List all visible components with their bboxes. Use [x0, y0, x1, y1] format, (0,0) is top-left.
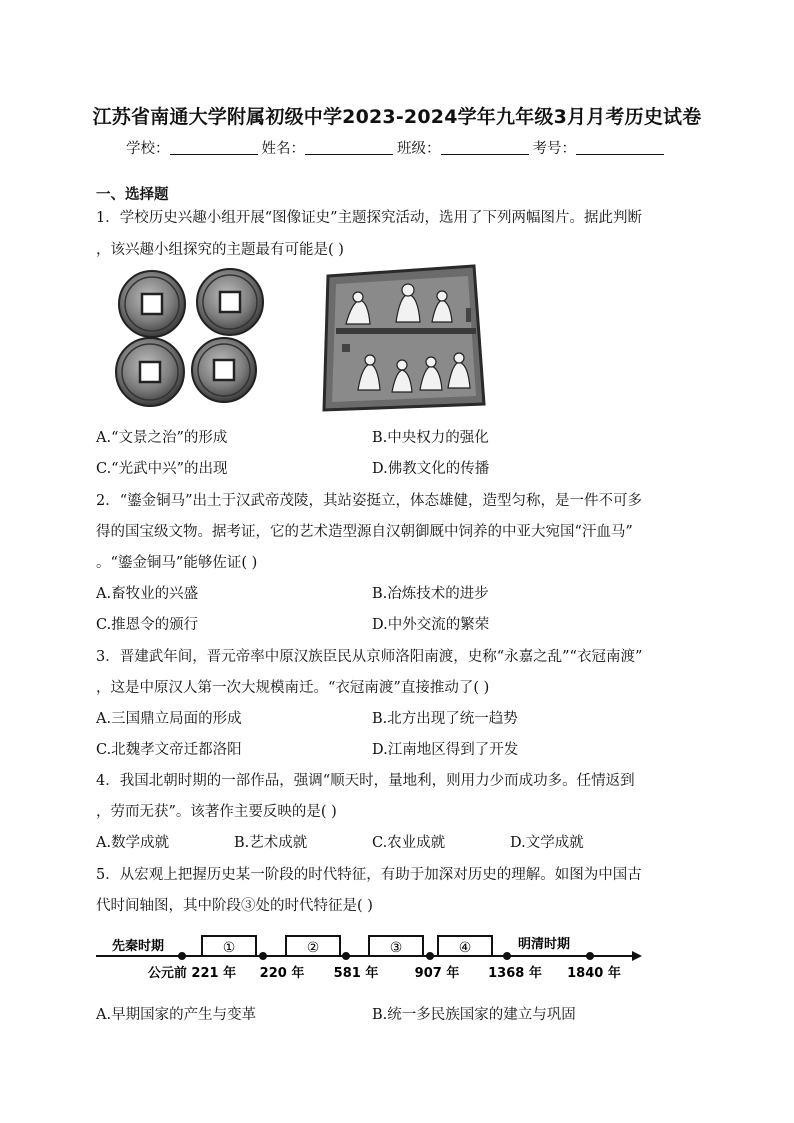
q2-option-c[interactable]: C.推恩令的颁行 [96, 617, 199, 633]
q3-line1: 3．晋建武年间，晋元帝率中原汉族臣民从京师洛阳南渡，史称“永嘉之乱”“衣冠南渡” [96, 649, 643, 665]
timeline-period-right: 明清时期 [518, 937, 571, 952]
q5-option-a[interactable]: A.早期国家的产生与变革 [96, 1007, 257, 1023]
q3-option-d[interactable]: D.江南地区得到了开发 [372, 742, 519, 758]
q3-option-a[interactable]: A.三国鼎立局面的形成 [96, 711, 242, 727]
name-blank[interactable] [305, 140, 393, 155]
timeline-box-3-label: ③ [389, 940, 403, 956]
timeline-date-2: 220 年 [259, 966, 305, 981]
wuzhu-coins-image [106, 264, 276, 414]
timeline-dot [178, 952, 186, 960]
q4-line2: ，劳而无获”。该著作主要反映的是( ) [96, 804, 337, 820]
timeline-arrow-icon [632, 951, 642, 961]
q3-line2: ，这是中原汉人第一次大规模南迁。“衣冠南渡”直接推动了( ) [96, 680, 490, 696]
q1-option-c[interactable]: C.“光武中兴”的出现 [96, 461, 228, 477]
school-blank[interactable] [170, 140, 258, 155]
timeline-dot [342, 952, 350, 960]
timeline-dot [586, 952, 594, 960]
school-label: 学校： [126, 141, 170, 157]
q2-line3: 。“鎏金铜马”能够佐证( ) [96, 555, 258, 571]
q5-line2: 代时间轴图，其中阶段③处的时代特征是( ) [96, 898, 373, 914]
q4-option-a[interactable]: A.数学成就 [96, 835, 170, 851]
q5-option-b[interactable]: B.统一多民族国家的建立与巩固 [372, 1007, 576, 1023]
timeline-date-4: 907 年 [414, 966, 460, 981]
q1-option-a[interactable]: A.“文景之治”的形成 [96, 430, 228, 446]
q2-line2: 得的国宝级文物。据考证，它的艺术造型源自汉朝御厩中饲养的中亚大宛国“汗血马” [96, 524, 633, 540]
q4-line1: 4．我国北朝时期的一部作品，强调“顺天时，量地利，则用力少而成功多。任情返到 [96, 773, 635, 789]
timeline-box-2-label: ② [306, 940, 320, 956]
coin-3 [116, 338, 184, 406]
q1-line2: ，该兴趣小组探究的主题最有可能是( ) [96, 242, 344, 258]
timeline-box-1-label: ① [222, 940, 236, 956]
q3-option-b[interactable]: B.北方出现了统一趋势 [372, 711, 518, 727]
q2-line1: 2．“鎏金铜马”出土于汉武帝茂陵，其站姿挺立，体态雄健，造型匀称，是一件不可多 [96, 493, 643, 509]
timeline-box-4-label: ④ [458, 940, 472, 956]
q4-option-c[interactable]: C.农业成就 [372, 835, 446, 851]
q2-option-d[interactable]: D.中外交流的繁荣 [372, 617, 490, 633]
coin-4 [192, 338, 256, 402]
q2-option-a[interactable]: A.畜牧业的兴盛 [96, 586, 199, 602]
q5-line1: 5．从宏观上把握历史某一阶段的时代特征，有助于加深对历史的理解。如图为中国古 [96, 867, 642, 883]
timeline-period-left: 先秦时期 [112, 939, 165, 954]
q1-option-d[interactable]: D.佛教文化的传播 [372, 461, 490, 477]
timeline-date-3: 581 年 [333, 966, 379, 981]
number-blank[interactable] [576, 140, 664, 155]
q4-option-b[interactable]: B.艺术成就 [234, 835, 308, 851]
han-stone-relief-image [316, 264, 488, 414]
class-blank[interactable] [441, 140, 529, 155]
timeline-dot [259, 952, 267, 960]
q1-option-b[interactable]: B.中央权力的强化 [372, 430, 489, 446]
name-label: 姓名： [261, 141, 305, 157]
timeline-diagram [94, 928, 654, 984]
timeline-date-6: 1840 年 [567, 966, 621, 981]
timeline-date-5: 1368 年 [488, 966, 542, 981]
q4-option-d[interactable]: D.文学成就 [510, 835, 584, 851]
exam-title: 江苏省南通大学附属初级中学2023-2024学年九年级3月月考历史试卷 [92, 106, 702, 128]
number-label: 考号： [532, 141, 576, 157]
timeline-date-1: 公元前 221 年 [147, 966, 237, 981]
coin-2 [197, 269, 263, 335]
q2-option-b[interactable]: B.冶炼技术的进步 [372, 586, 489, 602]
q3-option-c[interactable]: C.北魏孝文帝迁都洛阳 [96, 742, 242, 758]
section-heading: 一、选择题 [96, 187, 169, 203]
class-label: 班级： [397, 141, 441, 157]
timeline-dot [503, 952, 511, 960]
coin-1 [119, 271, 185, 337]
q1-line1: 1．学校历史兴趣小组开展“图像证史”主题探究活动，选用了下列两幅图片。据此判断 [96, 210, 643, 226]
timeline-dot [426, 952, 434, 960]
student-info-row [0, 137, 794, 158]
